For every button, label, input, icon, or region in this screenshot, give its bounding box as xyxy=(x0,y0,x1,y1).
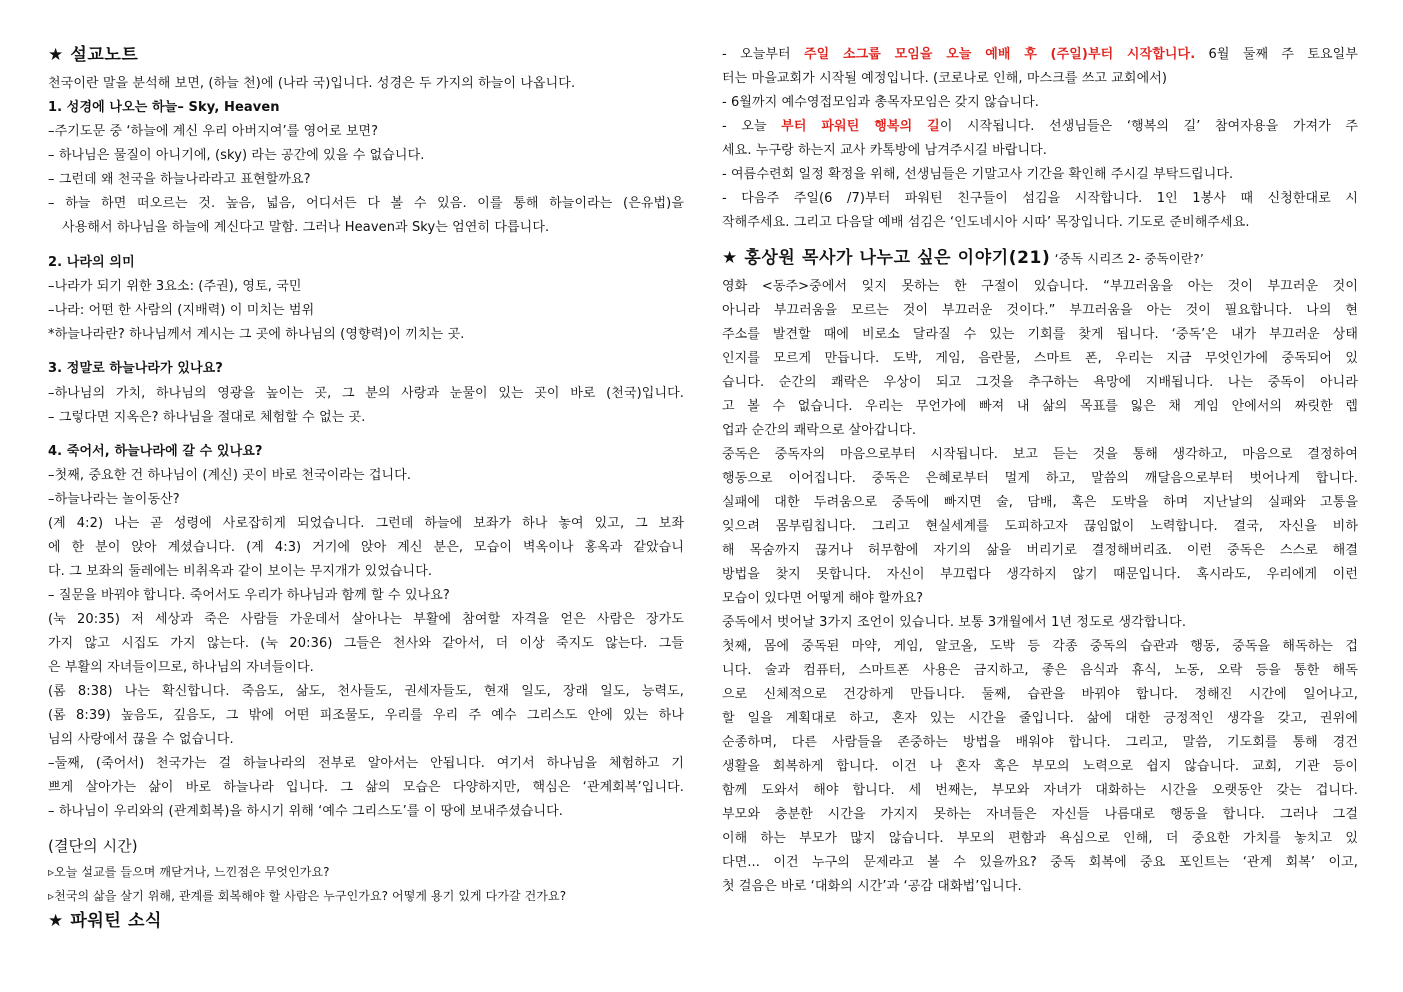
story-line: 인지를 모르게 만듭니다. 도박, 게임, 음란물, 스마트 폰, 우리는 지금 무엇인가에 중독되어 있 xyxy=(722,351,1358,366)
section-4-line: 에 한 분이 앉아 계셨습니다. (계 4:3) 거기에 앉아 계신 분은, 모습이 벽옥이나 홍옥과 같았습니 xyxy=(48,540,684,555)
story-subtitle: ‘중독 시리즈 2- 중독이란?’ xyxy=(1054,251,1204,266)
story-line: 함께 도와서 해야 합니다. 세 번째는, 부모와 자녀가 대화하는 시간을 오랫동안 갖는 겁니다. xyxy=(722,783,1358,798)
story-line: 으로 신체적으로 건강하게 만듭니다. 둘째, 습관을 바꿔야 합니다. 정해진 시간에 일어나고, xyxy=(722,687,1358,702)
section-4-line: 은 부활의 자녀들이므로, 하나님의 자녀들이다. xyxy=(48,660,314,675)
news-highlight: 부터 파워틴 행복의 길 xyxy=(781,119,940,134)
story-line: 영화 <동주>중에서 잊지 못하는 한 구절이 있습니다. “부끄러움을 아는 것이 부끄러운 것이 xyxy=(722,279,1358,294)
section-4-line: (롬 8:39) 높음도, 깊음도, 그 밖에 어떤 피조물도, 우리를 우리 주 예수 그리스도 안에 있는 하나 xyxy=(48,708,684,723)
story-line: 습니다. 순간의 쾌락은 우상이 되고 그것을 추구하는 욕망에 지배됩니다. 나는 중독이 아니라 xyxy=(722,375,1358,390)
story-line: 업과 순간의 쾌락으로 살아갑니다. xyxy=(722,423,917,438)
section-4-line: – 하나님이 우리와의 (관계회복)을 하시기 위해 ‘예수 그리스도’를 이 땅에 보내주셨습니다. xyxy=(48,804,563,819)
sermon-notes-title: ★ 설교노트 xyxy=(48,45,139,65)
story-line: 첫 걸음은 바로 ‘대화의 시간’과 ‘공감 대화법’입니다. xyxy=(722,879,1022,894)
section-2-line: –나라: 어떤 한 사람의 (지배력) 이 미치는 범위 xyxy=(48,303,315,318)
section-4-line: (눅 20:35) 저 세상과 죽은 사람들 가운데서 살아나는 부활에 참여할 자격을 얻은 사람은 장가도 xyxy=(48,612,684,627)
section-1-line: – 하나님은 물질이 아니기에, (sky) 라는 공간에 있을 수 없습니다. xyxy=(48,148,425,163)
section-2-heading: 2. 나라의 의미 xyxy=(48,255,135,270)
section-1-line: –주기도문 중 ‘하늘에 계신 우리 아버지여’를 영어로 보면? xyxy=(48,124,379,139)
section-4-line: 님의 사랑에서 끊을 수 없습니다. xyxy=(48,732,234,747)
story-line: 첫째, 몸에 중독된 마약, 게임, 알코올, 도박 등 각종 중독의 습관과 행동, 중독을 해독하는 겁 xyxy=(722,639,1358,654)
section-4-line: (계 4:2) 나는 곧 성령에 사로잡히게 되었습니다. 그런데 하늘에 보좌가 하나 놓여 있고, 그 보좌 xyxy=(48,516,684,531)
story-line: 고 볼 수 없습니다. 우리는 무언가에 빠져 내 삶의 목표를 잃은 채 게임 안에서의 짜릿한 렙 xyxy=(722,399,1358,414)
section-1-line: – 하늘 하면 떠오르는 것. 높음, 넓음, 어디서든 다 볼 수 있음. 이를 통해 하늘이라는 (은유법)을 xyxy=(48,196,684,211)
story-line: 다면... 이건 누구의 문제라고 볼 수 있을까요? 중독 회복에 중요 포인트는 ‘관계 회복’ 이고, xyxy=(722,855,1358,870)
section-4-heading: 4. 죽어서, 하늘나라에 갈 수 있나요? xyxy=(48,444,263,459)
news-line: 세요. 누구랑 하는지 교사 카톡방에 남겨주시길 바랍니다. xyxy=(722,143,1047,158)
news-highlight: 주일 소그룹 모임을 오늘 예배 후 (주일)부터 시작합니다. xyxy=(803,47,1196,62)
section-4-line: 가지 않고 시집도 가지 않는다. (눅 20:36) 그들은 천사와 같아서, 더 이상 죽지도 않는다. 그들 xyxy=(48,636,684,651)
story-line: 아니라 부끄러움을 모르는 것이 부끄러운 것이다.” 부끄러움을 아는 것이 필요합니다. 나의 현 xyxy=(722,303,1358,318)
section-4-line: 다. 그 보좌의 둘레에는 비취옥과 같이 보이는 무지개가 있었습니다. xyxy=(48,564,433,579)
story-line: 순종하며, 다른 사람들을 존중하는 방법을 배워야 합니다. 그리고, 말씀, 기도회를 통해 경건 xyxy=(722,735,1358,750)
section-3-line: – 그렇다면 지옥은? 하나님을 절대로 체험할 수 없는 곳. xyxy=(48,410,366,425)
news-line: 작해주세요. 그리고 다음달 예배 섬김은 ‘인도네시아 시따’ 목장입니다. 기도로 준비해주세요. xyxy=(722,215,1250,230)
story-line: 생활을 회복하게 합니다. 이건 나 혼자 혹은 부모의 노력으로 쉽지 않습니다. 교회, 기관 등이 xyxy=(722,759,1358,774)
news-line: 터는 마을교회가 시작될 예정입니다. (코로나로 인해, 마스크를 쓰고 교회에서) xyxy=(722,71,1168,86)
story-line: 해 목숨까지 끊거나 허무함에 자기의 삶을 버리기로 결정해버리죠. 이런 중독은 스스로 해결 xyxy=(722,543,1358,558)
section-4-line: –둘째, (죽어서) 천국가는 걸 하늘나라의 전부로 알아서는 안됩니다. 여기서 하나님을 체험하고 기 xyxy=(48,756,684,771)
section-1-line: – 그런데 왜 천국을 하늘나라라고 표현할까요? xyxy=(48,172,311,187)
news-line: - 다음주 주일(6 /7)부터 파워틴 친구들이 섬김을 시작합니다. 1인 1봉사 때 신청한대로 시 xyxy=(722,191,1358,206)
section-1-line: 사용해서 하나님을 하늘에 계신다고 말함. 그러나 Heaven과 Sky는 엄연히 다릅니다. xyxy=(62,220,550,235)
decision-question: ▹천국의 삶을 살기 위해, 관계를 회복해야 할 사람은 누구인가요? 어떻게 용기 있게 다가갈 건가요? xyxy=(48,889,567,903)
story-line: 방법을 찾지 못합니다. 자신이 부끄럽다 생각하지 않기 때문입니다. 혹시라도, 우리에게 이런 xyxy=(722,567,1358,582)
story-line: 니다. 술과 컴퓨터, 스마트폰 사용은 금지하고, 좋은 음식과 휴식, 노동, 오락 등을 통한 해독 xyxy=(722,663,1358,678)
section-4-line: 쁘게 살아가는 삶이 바로 하늘나라 입니다. 그 삶의 모습은 다양하지만, 핵심은 ‘관계회복’입니다. xyxy=(48,780,684,795)
story-line: 중독에서 벗어날 3가지 조언이 있습니다. 보통 3개월에서 1년 정도로 생각합니다. xyxy=(722,615,1187,630)
story-line: 행동으로 이어집니다. 중독은 은혜로부터 멀게 하고, 말씀의 깨달음으로부터 벗어나게 합니다. xyxy=(722,471,1358,486)
section-4-line: – 질문을 바꿔야 합니다. 죽어서도 우리가 하나님과 함께 할 수 있나요? xyxy=(48,588,450,603)
news-line: - 여름수련회 일정 확정을 위해, 선생님들은 기말고사 기간을 확인해 주시길 부탁드립니다. xyxy=(722,167,1234,182)
section-4-line: –하늘나라는 놀이동산? xyxy=(48,492,180,507)
story-title: ★ 홍상원 목사가 나누고 싶은 이야기(21) xyxy=(722,248,1051,268)
story-header xyxy=(722,248,1358,270)
story-line: 잊으려 몸부림칩니다. 그리고 현실세계를 도피하고자 끊임없이 노력합니다. 결국, 자신을 비하 xyxy=(722,519,1358,534)
section-2-line: *하늘나라란? 하나님께서 계시는 그 곳에 하나님의 (영향력)이 끼치는 곳. xyxy=(48,327,465,342)
story-line: 실패에 대한 두려움으로 중독에 빠지면 술, 담배, 혹은 도박을 하며 지난날의 실패와 고통을 xyxy=(722,495,1358,510)
story-line: 할 일을 계획대로 하고, 혼자 있는 시간을 줄입니다. 삶에 대한 긍정적인 생각을 갖고, 권위에 xyxy=(722,711,1358,726)
story-line: 이해 하는 부모가 많지 않습니다. 부모의 편함과 욕심으로 인해, 더 중요한 가치를 놓치고 있 xyxy=(722,831,1358,846)
story-line: 모습이 있다면 어떻게 해야 할까요? xyxy=(722,591,924,606)
decision-heading: (결단의 시간) xyxy=(48,837,138,855)
decision-question: ▹오늘 설교를 들으며 깨닫거나, 느낀점은 무엇인가요? xyxy=(48,865,330,879)
news-line xyxy=(722,45,1358,65)
story-line: 부모와 충분한 시간을 가지지 못하는 자녀들은 자신들 나름대로 행동을 합니다. 그러나 그걸 xyxy=(722,807,1358,822)
news-line xyxy=(722,117,1358,137)
news-text: 6월 둘째 주 토요일부 xyxy=(1195,47,1358,62)
story-line: 주소를 발견할 때에 비로소 달라질 수 있는 기회를 찾게 됩니다. ‘중독’은 내가 부끄러운 상태 xyxy=(722,327,1358,342)
section-3-heading: 3. 정말로 하늘나라가 있나요? xyxy=(48,361,223,376)
section-2-line: –나라가 되기 위한 3요소: (주권), 영토, 국민 xyxy=(48,279,302,294)
powerteen-news-title: ★ 파워틴 소식 xyxy=(48,911,162,931)
news-text: - 오늘 xyxy=(722,119,782,134)
news-text: 이 시작됩니다. 선생님들은 ‘행복의 길’ 참여자용을 가져가 주 xyxy=(939,119,1358,134)
section-3-line: –하나님의 가치, 하나님의 영광을 높이는 곳, 그 분의 사랑과 눈물이 있는 곳이 바로 (천국)입니다. xyxy=(48,386,684,401)
intro-text: 천국이란 말을 분석해 보면, (하늘 천)에 (나라 국)입니다. 성경은 두 가지의 하늘이 나옵니다. xyxy=(48,76,576,91)
section-4-line: (롬 8:38) 나는 확신합니다. 죽음도, 삶도, 천사들도, 권세자들도, 현재 일도, 장래 일도, 능력도, xyxy=(48,684,684,699)
news-text: - 오늘부터 xyxy=(722,47,804,62)
story-line: 중독은 중독자의 마음으로부터 시작됩니다. 보고 듣는 것을 통해 생각하고, 마음으로 결정하여 xyxy=(722,447,1358,462)
section-1-heading: 1. 성경에 나오는 하늘– Sky, Heaven xyxy=(48,100,280,115)
news-line: - 6월까지 예수영접모임과 총목자모임은 갖지 않습니다. xyxy=(722,95,1040,110)
section-4-line: –첫째, 중요한 건 하나님이 (계신) 곳이 바로 천국이라는 겁니다. xyxy=(48,468,412,483)
